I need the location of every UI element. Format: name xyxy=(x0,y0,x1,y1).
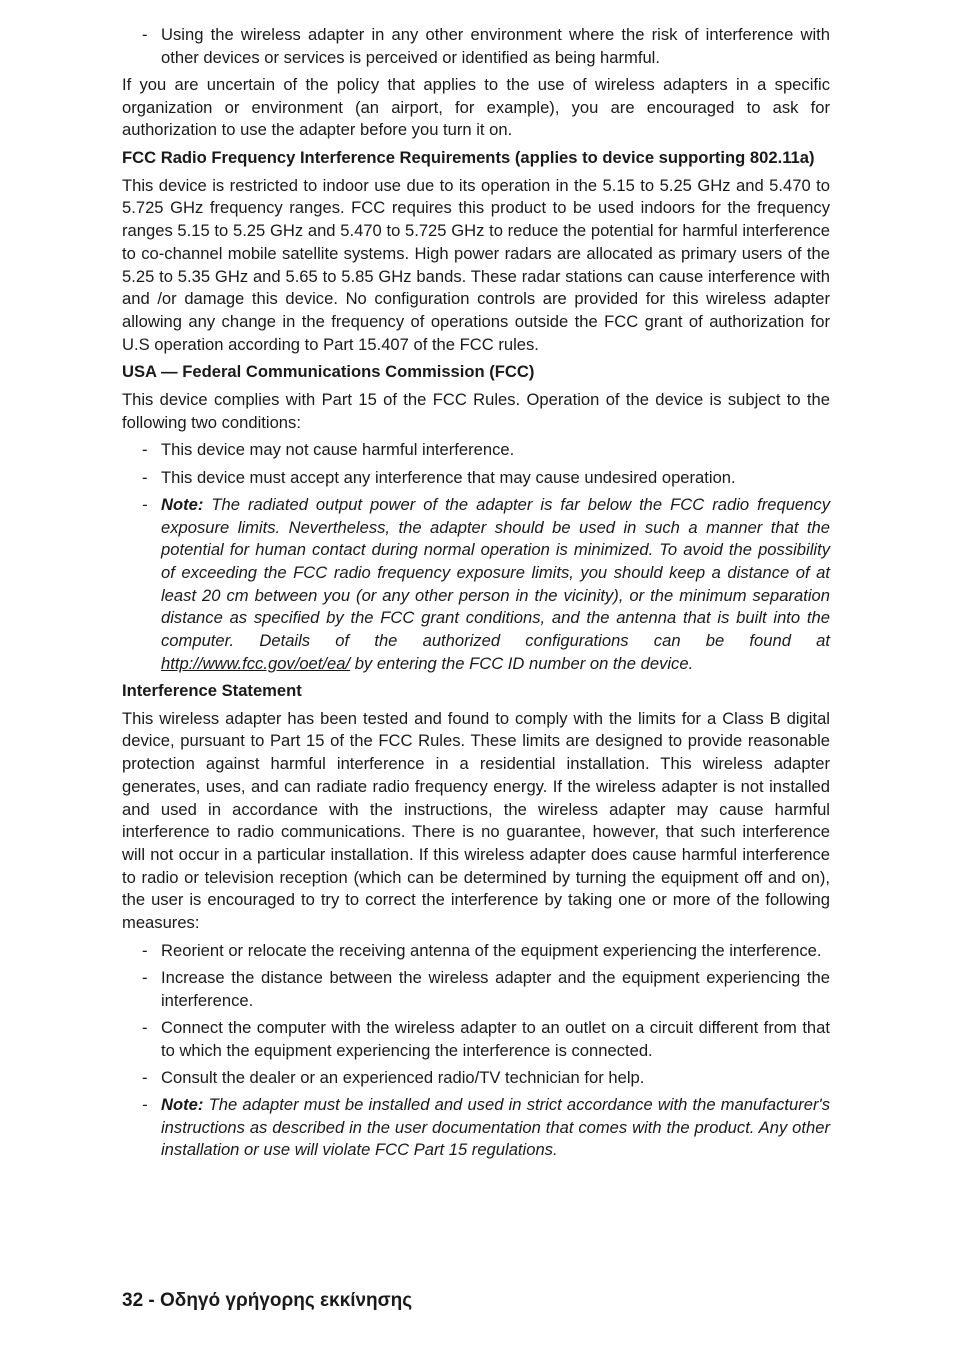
note-text: The radiated output power of the adapter is far below the FCC radio frequency exposure limits. Nevertheless, the adapter should be used in such a manner that the potential for human contact during normal operation is minimized. To avoid the possibility of exceeding the FCC radio frequency exposure limits, you should keep a distance of at least 20 cm between you (or any other person in the vicinity), or the minimum separation distance as specified by the FCC grant conditions, and the antenna that is built into the computer. Details of the authorized configurations can be found at xyxy=(161,494,830,651)
paragraph: This device complies with Part 15 of the FCC Rules. Operation of the device is subject to the following two conditions: xyxy=(122,390,830,432)
list-item-text: This device may not cause harmful interference. xyxy=(161,440,515,460)
bullet-dash: - xyxy=(142,967,148,987)
list-item xyxy=(122,1017,830,1062)
list-item xyxy=(122,467,830,490)
note-item xyxy=(122,494,830,676)
section-heading-fcc-rf: FCC Radio Frequency Interference Requirements (applies to device supporting 802.11a) xyxy=(122,148,815,168)
page-footer: 32 - Οδηγό γρήγορης εκκίνησης xyxy=(122,1290,413,1311)
bullet-dash: - xyxy=(142,25,148,44)
paragraph: This wireless adapter has been tested and found to comply with the limits for a Class B digital device, pursuant to Part 15 of the FCC Rules. These limits are designed to provide reasonable protection against harmful interference in a residential installation. This wireless adapter generates, uses, and can radiate radio frequency energy. If the wireless adapter is not installed and used in accordance with the instructions, the wireless adapter may cause harmful interference to radio communications. There is no guarantee, however, that such interference will not occur in a particular installation. If this wireless adapter does cause harmful interference to radio or television reception (which can be determined by turning the equipment off and on), the user is encouraged to try to correct the interference by taking one or more of the following measures: xyxy=(122,708,830,933)
list-item-text: This device must accept any interference that may cause undesired operation. xyxy=(161,467,736,487)
bullet-dash: - xyxy=(142,440,148,460)
note-text: The adapter must be installed and used in strict accordance with the manufacturer's instructions as described in the user documentation that comes with the product. Any other installation or use will violate FCC Part 15 regulations. xyxy=(161,1094,830,1160)
document-page xyxy=(122,24,830,1167)
bullet-dash: - xyxy=(142,467,148,487)
bullet-dash: - xyxy=(142,940,148,960)
bullet-dash: - xyxy=(142,1094,148,1114)
list-item xyxy=(122,24,830,69)
list-item-text: Connect the computer with the wireless adapter to an outlet on a circuit different from that to which the equipment experiencing the interference is connected. xyxy=(161,1017,830,1060)
note-label: Note: xyxy=(161,494,204,514)
section-heading-interference: Interference Statement xyxy=(122,680,302,700)
bullet-dash: - xyxy=(142,494,148,514)
list-item-text: Using the wireless adapter in any other environment where the risk of interference with other devices or services is perceived or identified as being harmful. xyxy=(161,25,830,67)
section-heading-usa-fcc: USA — Federal Communications Commission (FCC) xyxy=(122,362,535,382)
list-item xyxy=(122,967,830,1012)
list-item-text: Increase the distance between the wireless adapter and the equipment experiencing the interference. xyxy=(161,967,830,1010)
list-item xyxy=(122,439,830,462)
bullet-dash: - xyxy=(142,1017,148,1037)
note-item xyxy=(122,1094,830,1162)
list-item-text: Consult the dealer or an experienced radio/TV technician for help. xyxy=(161,1067,645,1087)
fcc-link[interactable]: http://www.fcc.gov/oet/ea/ xyxy=(161,653,351,673)
bullet-dash: - xyxy=(142,1067,148,1087)
note-text-tail: by entering the FCC ID number on the device. xyxy=(350,653,694,673)
paragraph: If you are uncertain of the policy that applies to the use of wireless adapters in a specific organization or environment (an airport, for example), you are encouraged to ask for authorization to use the adapter before you turn it on. xyxy=(122,74,830,140)
list-item xyxy=(122,940,830,963)
list-item xyxy=(122,1067,830,1090)
list-item-text: Reorient or relocate the receiving antenna of the equipment experiencing the interference. xyxy=(161,940,822,960)
paragraph: This device is restricted to indoor use due to its operation in the 5.15 to 5.25 GHz and 5.470 to 5.725 GHz frequency ranges. FCC requires this product to be used indoors for the frequency ranges 5.15 to 5.25 GHz and 5.470 to 5.725 GHz to reduce the potential for harmful interference to co-channel mobile satellite systems. High power radars are allocated as primary users of the 5.25 to 5.35 GHz and 5.65 to 5.85 GHz bands. These radar stations can cause interference with and /or damage this device. No configuration controls are provided for this wireless adapter allowing any change in the frequency of operations outside the FCC grant of authorization for U.S operation according to Part 15.407 of the FCC rules. xyxy=(122,175,830,354)
note-label: Note: xyxy=(161,1094,204,1114)
